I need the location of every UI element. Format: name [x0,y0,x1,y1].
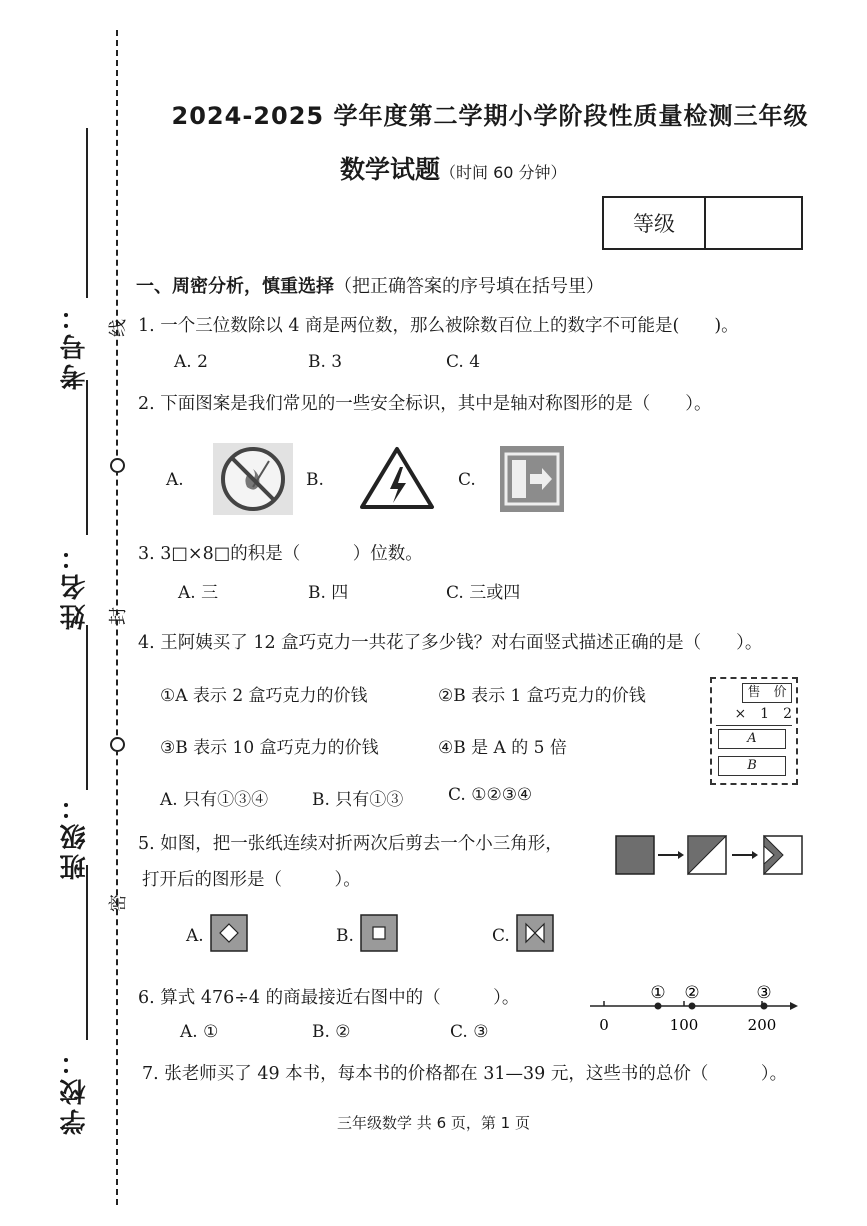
number-line-point-2 [689,1003,696,1010]
q2-option-b: B. [306,470,324,490]
question-4: 4. 王阿姨买了 12 盒巧克力一共花了多少钱？对右面竖式描述正确的是（ ）。 [138,633,763,653]
number-line-mark-2: ② [684,983,700,1003]
q4-option-c: C. ①②③④ [448,785,533,805]
binding-hole [110,737,125,752]
section-note: （把正确答案的序号填在括号里） [334,276,604,297]
q5-option-a: A. [186,926,204,946]
section-title: 一、周密分析，慎重选择 [136,276,334,297]
q6-option-b: B. ② [312,1022,351,1042]
q3-option-b: B. 四 [308,583,349,603]
product-rule [716,725,792,726]
q3-option-c: C. 三或四 [446,583,521,603]
binding-char-xian: 线 [108,319,129,337]
q4-option-b: B. 只有①③ [312,790,404,810]
question-5: 5. 如图，把一张纸连续对折两次后剪去一个小三角形， [138,834,563,854]
question-1: 1. 一个三位数除以 4 商是两位数，那么被除数百位上的数字不可能是( )。 [138,316,739,336]
q5-option-c: C. [492,926,510,946]
q3-option-a: A. 三 [178,583,219,603]
question-6: 6. 算式 476÷4 的商最接近右图中的（ ）。 [138,988,520,1008]
diamond-hole-shape-icon [210,914,248,952]
exit-sign-icon [500,446,564,512]
number-line-mark-1: ① [650,983,666,1003]
no-fire-sign-icon [213,443,293,515]
name-label: 姓名： [60,540,90,630]
price-cell: 售 价 [742,683,792,703]
partial-product-b: B [718,756,786,776]
number-line-point-1 [655,1003,662,1010]
binding-hole [110,458,125,473]
paper-folding-figure [612,832,808,880]
q4-statement-2: ②B 表示 1 盒巧克力的价钱 [438,686,646,706]
grade-label: 等级 [604,198,706,248]
number-line-point-3 [761,1003,768,1010]
q4-option-a: A. 只有①③④ [160,790,269,810]
exam-number-line [86,128,88,298]
section-heading [136,272,604,298]
partial-product-a: A [718,729,786,749]
q4-statement-1: ①A 表示 2 盒巧克力的价钱 [160,686,368,706]
q5-option-b: B. [336,926,354,946]
binding-char-mi: 密 [108,894,129,912]
question-5-line-2: 打开后的图形是（ ）。 [142,870,361,890]
grade-field[interactable] [706,198,801,248]
vertical-multiplication-figure [710,677,798,785]
q4-statement-3: ③B 表示 10 盒巧克力的价钱 [160,738,379,758]
number-line-tick-100: 100 [669,1016,699,1034]
number-line-tick-200: 200 [747,1016,777,1034]
class-line [86,625,88,790]
grade-box [602,196,803,250]
question-7: 7. 张老师买了 49 本书，每本书的价格都在 31—39 元，这些书的总价（ ）。 [142,1064,788,1084]
q6-option-c: C. ③ [450,1022,489,1042]
square-hole-shape-icon [360,914,398,952]
number-line-tick-0: 0 [599,1016,609,1034]
binding-char-feng: 封 [108,607,129,625]
school-line [86,865,88,1040]
electric-hazard-sign-icon [358,445,436,511]
page-footer: 三年级数学 共 6 页，第 1 页 [337,1114,530,1132]
q6-option-a: A. ① [180,1022,219,1042]
bowtie-hole-shape-icon [516,914,554,952]
exam-subtitle [340,150,567,186]
q1-option-c: C. 4 [446,352,481,372]
question-3: 3. 3□×8□的积是（ ）位数。 [138,544,423,564]
q4-statement-4: ④B 是 A 的 5 倍 [438,738,567,758]
q1-option-b: B. 3 [308,352,343,372]
subject-title: 数学试题 [340,155,441,184]
number-line-mark-3: ③ [756,983,772,1003]
multiplier-row: × 1 2 [734,706,792,722]
q2-option-c: C. [458,470,476,490]
exam-title: 2024-2025 学年度第二学期小学阶段性质量检测三年级 [171,102,809,130]
name-line [86,380,88,535]
q1-option-a: A. 2 [174,352,208,372]
class-label: 班级： [60,790,90,880]
school-label: 学校： [60,1045,90,1135]
number-line-figure [586,978,800,1042]
q2-option-a: A. [166,470,184,490]
question-2: 2. 下面图案是我们常见的一些安全标识，其中是轴对称图形的是（ ）。 [138,394,712,414]
duration-note: （时间 60 分钟） [440,163,567,182]
exam-number-label: 考号： [60,300,90,390]
